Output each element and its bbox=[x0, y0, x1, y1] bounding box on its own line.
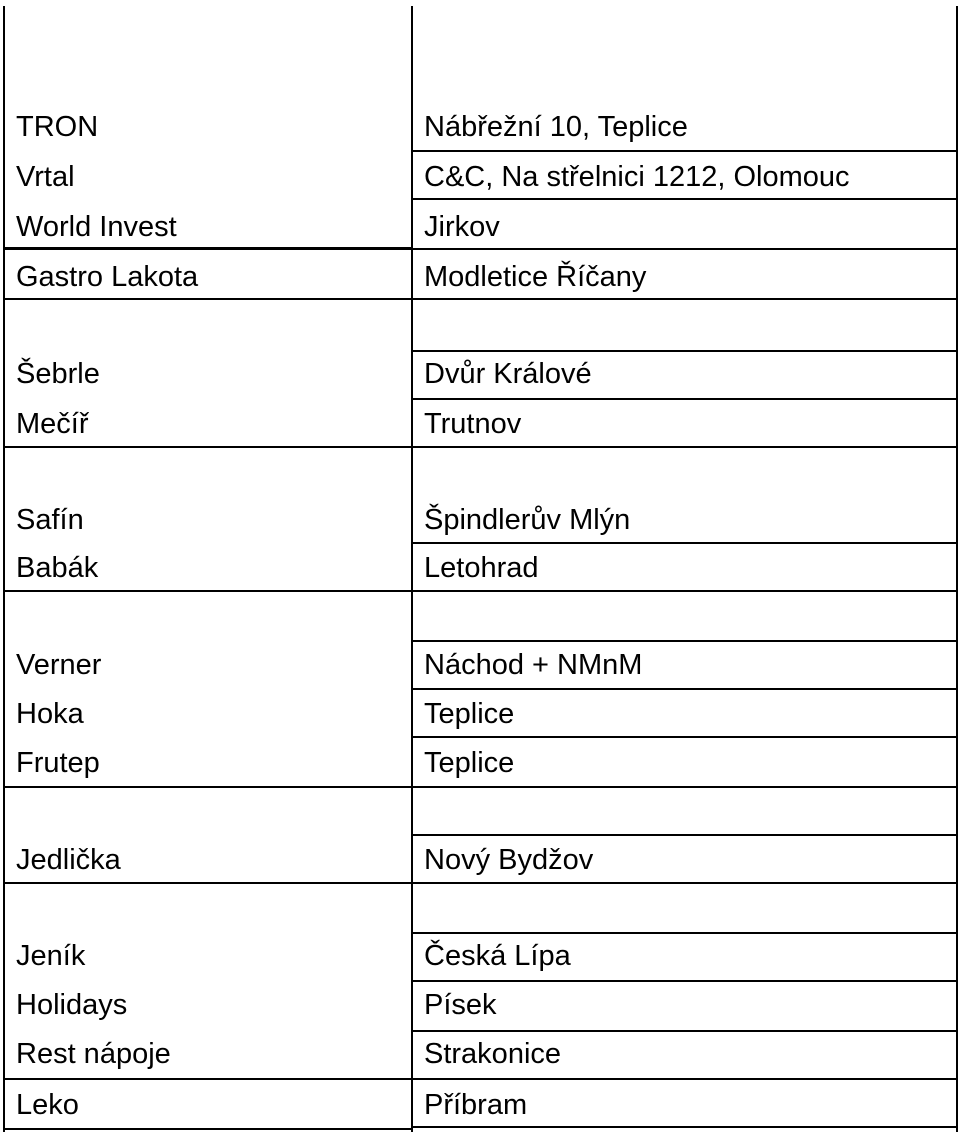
grid-line bbox=[3, 786, 958, 788]
grid-line bbox=[411, 198, 958, 200]
grid-line bbox=[411, 542, 958, 544]
grid-line bbox=[3, 882, 958, 884]
grid-line-right bbox=[956, 6, 958, 1132]
grid-line bbox=[3, 298, 958, 300]
grid-line bbox=[411, 1030, 958, 1032]
cell-place: Letohrad bbox=[424, 552, 539, 584]
grid-line bbox=[3, 1128, 411, 1130]
grid-line bbox=[411, 980, 958, 982]
cell-name: TRON bbox=[16, 111, 99, 143]
grid-line-left bbox=[3, 6, 5, 1132]
cell-place: C&C, Na střelnici 1212, Olomouc bbox=[424, 161, 850, 193]
grid-line bbox=[3, 1078, 958, 1080]
cell-name: Leko bbox=[16, 1089, 79, 1121]
cell-name: Jeník bbox=[16, 940, 86, 972]
cell-name: Frutep bbox=[16, 747, 100, 779]
grid-line bbox=[411, 834, 958, 836]
grid-line bbox=[411, 640, 958, 642]
cell-place: Nábřežní 10, Teplice bbox=[424, 111, 688, 143]
grid-line bbox=[411, 150, 958, 152]
cell-place: Dvůr Králové bbox=[424, 358, 592, 390]
cell-place: Trutnov bbox=[424, 408, 522, 440]
grid-line bbox=[411, 1126, 958, 1128]
grid-line bbox=[411, 248, 958, 250]
cell-name: Šebrle bbox=[16, 358, 100, 390]
grid-line-middle bbox=[411, 6, 413, 1132]
grid-line bbox=[411, 736, 958, 738]
cell-name: Verner bbox=[16, 649, 102, 681]
cell-name: Babák bbox=[16, 552, 99, 584]
cell-name: Safín bbox=[16, 504, 84, 536]
grid-line-bold bbox=[3, 247, 411, 250]
cell-place: Písek bbox=[424, 989, 497, 1021]
cell-name: Rest nápoje bbox=[16, 1038, 171, 1070]
grid-line bbox=[3, 590, 958, 592]
cell-name: Jedlička bbox=[16, 844, 121, 876]
grid-line bbox=[411, 350, 958, 352]
cell-place: Nový Bydžov bbox=[424, 844, 594, 876]
cell-name: World Invest bbox=[16, 211, 177, 243]
grid-line bbox=[411, 932, 958, 934]
grid-line bbox=[411, 398, 958, 400]
cell-name: Hoka bbox=[16, 698, 84, 730]
cell-name: Mečíř bbox=[16, 408, 89, 440]
cell-place: Náchod + NMnM bbox=[424, 649, 643, 681]
cell-name: Holidays bbox=[16, 989, 128, 1021]
grid-line bbox=[411, 688, 958, 690]
cell-place: Teplice bbox=[424, 698, 515, 730]
cell-place: Teplice bbox=[424, 747, 515, 779]
cell-place: Modletice Říčany bbox=[424, 261, 647, 293]
cell-place: Česká Lípa bbox=[424, 940, 571, 972]
cell-place: Jirkov bbox=[424, 211, 500, 243]
cell-place: Špindlerův Mlýn bbox=[424, 504, 631, 536]
cell-name: Vrtal bbox=[16, 161, 75, 193]
cell-place: Příbram bbox=[424, 1089, 528, 1121]
cell-place: Strakonice bbox=[424, 1038, 562, 1070]
grid-line bbox=[3, 446, 958, 448]
cell-name: Gastro Lakota bbox=[16, 261, 199, 293]
